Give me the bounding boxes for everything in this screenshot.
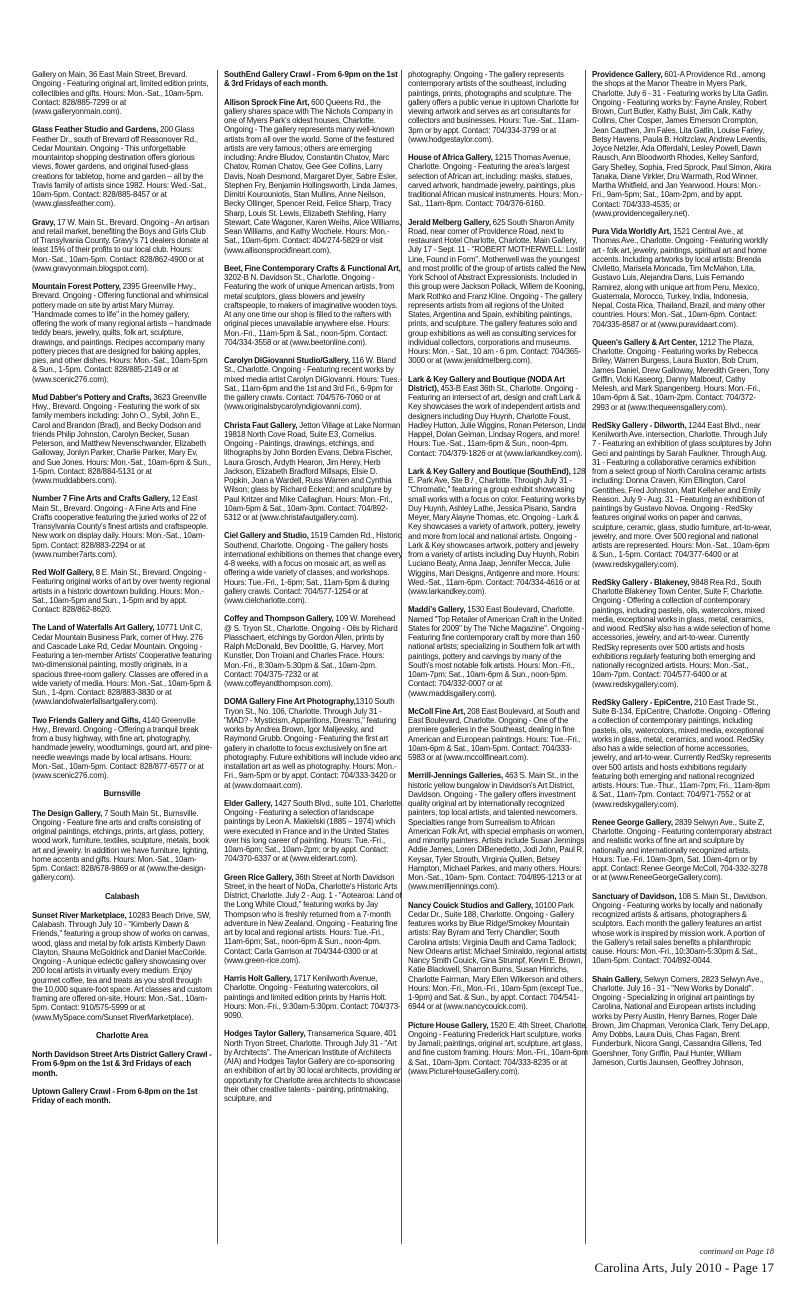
- gallery-listing: [592, 227, 772, 329]
- gallery-listing: [224, 531, 404, 605]
- gallery-description: 9848 Rea Rd., South Charlotte Blakeney Town Center, Suite F, Charlotte. Ongoing - Offering a collection of contemporary paintings, including pastels, oils, watercolors, mixed media, exceptional works in glass, metal, ceramics, and wood. RedSky also has a wide selection of home accessories, jewelry, and art-to-wear. Currently RedSky represents over 500 artists and hosts exhibitions regularly featuring both emerging and nationally recognized artists. Hours: Mon.-Sat., 10am-7pm. Contact: 704/577-6400 or at (www.redskygallery.com).: [592, 577, 771, 689]
- gallery-description: Jetton Village at Lake Norman, 19818 North Cove Road, Suite E3, Cornelius. Ongoing - Paintings, drawings, etchings, and lithographs by John Borden Evans, Debra Fischer, Laura Grosch, Ardyth Hearon, Jim Henry, Herb Jackson, Elizabeth Bradford Millsaps, Elsie D. Popkin, Joan a Wardell, Russ Warren and Cynthia Wilson; glass by Richard Eckerd; and sculpture by Paul Kritzer and Mike Callaghan. Hours: Mon.-Fri., 10am-5pm & Sat., 10am-3pm. Contact: 704/892-5312 or at (www.christafautgallery.com).: [224, 420, 403, 522]
- column-1: [32, 70, 212, 1244]
- gallery-name: Christa Faut Gallery,: [224, 420, 298, 430]
- gallery-listing: [408, 605, 588, 698]
- gallery-name: Green Rice Gallery,: [224, 872, 294, 882]
- gallery-name: Harris Holt Gallery,: [224, 974, 292, 983]
- gallery-description: 1521 Central Ave., at Thomas Ave., Charlotte. Ongoing - Featuring worldly art - folk art, jewelry, paintings, spiritual art and home accents. Including artworks by local artists: Brenda Civiletto, Marisela Moncada, Tim McMahon, Lita, Gustavo Luis, Alejandra Dans, Luis Fernando Ramirez, along with unique art from Peru, Mexico, Guatemala, Morocco, Turkey, India, Indonesia, Nepal, Costa Rica, Thailand, Brazil, and many other countries. Hours: Mon.-Sat., 10am-6pm. Contact: 704/335-8587 or at (www.puravidaart.com).: [592, 227, 768, 329]
- gallery-name: Mountain Forest Pottery,: [32, 282, 121, 291]
- gallery-name: Glass Feather Studio and Gardens,: [32, 125, 159, 135]
- gallery-description: 12 East Main St., Brevard. Ongoing - A Fine Arts and Fine Crafts cooperative featuring the juried works of 22 of Transylvania County's finest artists and craftspeople. New work on display daily. Hours: Mon.-Sat., 10am-5pm. Contact: 828/883-2294 or at (www.number7arts.com).: [32, 494, 209, 559]
- section-heading: Calabash: [104, 891, 140, 901]
- gallery-listing: [224, 98, 404, 255]
- gallery-name: Picture House Gallery,: [408, 1020, 489, 1030]
- column-rule: [401, 70, 402, 1244]
- column-rule: [217, 70, 218, 1244]
- gallery-name: Jerald Melberg Gallery,: [408, 217, 491, 227]
- gallery-listing: [224, 264, 404, 347]
- gallery-description: 8 E. Main St., Brevard. Ongoing - Featuring original works of art by over twenty regional artists in a historic downtown building. Hours: Mon.-Sat., 10am-5pm and Sun., 1-5pm and by appt. Contact: 828/862-8620.: [32, 568, 211, 614]
- gallery-listing: [32, 911, 212, 1022]
- gallery-name: Shain Gallery,: [592, 974, 643, 984]
- gallery-description: 2839 Selwyn Ave., Suite Z, Charlotte. Ongoing - Featuring contemporary abstract and realistic works of fine art and sculpture by nationally and internationally recognized artists. Hours: Tue.-Fri. 10am-3pm, Sat. 10am-4pm or by appt. Contact: Renee George McColl, 704-332-3278 or at (www.ReneeGeorgeGallery.com).: [592, 817, 772, 883]
- section-heading: Charlotte Area: [95, 1030, 149, 1040]
- gallery-listing: [32, 393, 212, 486]
- gallery-name: Maddi's Gallery,: [408, 605, 466, 615]
- gallery-name: Lark & Key Gallery and Boutique (SouthEnd),: [408, 466, 571, 476]
- gallery-name: Hodges Taylor Gallery,: [224, 1029, 306, 1039]
- gallery-description: Gallery on Main, 36 East Main Street, Brevard. Ongoing - Featuring original art, limited edition prints, collectibles and gifts. Hours: Mon.-Sat., 10am-5pm. Contact: 828/885-7299 or at (www.galleryonmain.com).: [32, 70, 209, 116]
- page-footer: Carolina Arts, July 2010 - Page 17: [594, 1260, 774, 1275]
- gallery-listing: [224, 873, 404, 966]
- gallery-name: Ciel Gallery and Studio,: [224, 531, 309, 541]
- gallery-crawl-notice: Uptown Gallery Crawl - From 6-8pm on the 1st Friday of each month.: [32, 1086, 198, 1105]
- gallery-description: 1310 South Tryon St., No. 106, Charlotte. Through July 31 - "MAD? - Mysticism, Apparitions, Dreams," featuring works by Andrea Brown, Igor Malijevsky, and Raymond Grubb. Ongoing - Featuring the first art gallery in charlotte to focus exclusively on fine art photography. Future exhibitions will include video and installation art as well as photography. Hours: Mon.-Fri., 9am-5pm or by appt. Contact: 704/333-3420 or at (www.domaart.com).: [224, 697, 403, 790]
- gallery-name: Elder Gallery,: [224, 798, 273, 808]
- gallery-description: 4140 Greenville Hwy., Brevard. Ongoing - Offering a tranquil break from a busy highway, with fine art, photography, handmade jewelry, woodturnings, gourd art, and pine-needle weavings made by local artisans. Hours: Mon.-Sat., 10am-5pm. Contact: 828/877-6577 or at (www.scenic276.com).: [32, 715, 212, 780]
- gallery-name: Number 7 Fine Arts and Crafts Gallery,: [32, 494, 170, 504]
- gallery-name: House of Africa Gallery,: [408, 153, 493, 162]
- gallery-description: 2395 Greenville Hwy., Brevard. Ongoing - Offering functional and whimsical pottery made on site by artist Mary Murray. "Handmade comes to life" in the homey gallery, offering the work of many regional artists – handmade teddy bears, jewelry, quilts, folk art, sculpture, drawings, and paintings. Recipes accompany many pottery pieces that are designed for baking apples, pies, and other dishes. Hours: Mon.-Sat., 10am-5pm & Sun., 1-5pm. Contact: 828/885-2149 or at (www.scenic276.com).: [32, 282, 212, 384]
- gallery-description: 453-B East 36th St., Charlotte. Ongoing - Featuring an intersect of art, design and craft Lark & Key showcases the work of independent artists and designers including Duy Huynh, Charlotte Foust, Hadley Hutton, Julie Wiggins, Ronan Peterson, Linda Happel, Dolan Geiman, Lindsay Rogers, and more! Hours: Tue.-Sat., 11am-6pm & Sun., noon-4pm. Contact: 704/379-1826 or at (www.larkandkey.com).: [408, 383, 587, 458]
- gallery-listing: [32, 568, 212, 614]
- gallery-description: 601-A Providence Rd., among the shops at the Manor Theatre in Myers Park, Charlotte. July 6 - 31 - Featuring works by Lita Gatlin. Ongoing - Featuring works by: Fayne Ansley, Robert Brown, Curt Butler, Kathy Buist, Jim Calk, Kathy Collins, Cher Cosper, James Emerson Crompton, Jean Cauthen, Jim Fales, Lita Gatlin, Louise Farley, Betsy Havens, Paula B. Holtzclaw, Andrew Leventis, Joyce Netzler, Ada Offerdahl, Lesley Powell, Dawn Rausch, Ann Bloodworth Rhodes, Kelley Sanford, Gary Shelley, Sophia, Fred Sprock, Paul Simon, Akira Tanaka, Diane Virkler, Dru Warmath, Rod Winner, Martha Whitfield, and Jan Yearwood. Hours: Mon.-Fri., 9am-5pm; Sat., 10am-2pm, and by appt. Contact: 704/333-4535; or (www.providencegallery.net).: [592, 70, 772, 218]
- gallery-listing: [32, 494, 212, 559]
- gallery-listing: [32, 623, 212, 706]
- gallery-description: 17 W. Main St., Brevard. Ongoing - An artisan and retail market, benefiting the Boys and Girls Club of Transylvania County. Gravy's 71 dealers donate at least 15% of their profits to our local club. Hours: Mon.-Sat., 10am-5pm. Contact: 828/862-4900 or at (www.gravyonmain.blogspot.com).: [32, 217, 209, 273]
- gallery-name: Sunset River Marketplace,: [32, 910, 127, 920]
- gallery-name: Carolyn DiGiovanni Studio/Gallery,: [224, 356, 350, 365]
- gallery-name: The Design Gallery,: [32, 808, 103, 818]
- gallery-name: McColl Fine Art,: [408, 706, 466, 716]
- gallery-listing: [32, 716, 212, 781]
- gallery-description: 128 E. Park Ave, Ste B / , Charlotte. Through July 31 - "Chromatic," featuring a group exhibit showcasing small works with a focus on color. Featuring works by Duy Huynh, Ashley Lathe, Jessica Pisano, Sandra Meyer, Mary Alayne Thomas, etc. Ongoing - Lark & Key showcases a variety of artwork, pottery, jewelry and more from local and national artists. Ongoing - Lark & Key showcases artwork, pottery and jewelry from a variety of artists including Duy Huynh, Robin Luciano Beaty, Anna Jaap, Jennifer Mecca, Julie Wiggins, Mari Designs, Antigenre and more. Hours: Wed.-Sat., 11am-6pm. Contact: 704/334-4616 or at (www.larkandkey.com).: [408, 466, 586, 596]
- gallery-listing: [224, 697, 404, 790]
- gallery-name: Mud Dabber's Pottery and Crafts,: [32, 392, 152, 402]
- gallery-listing: [408, 771, 588, 891]
- gallery-description: 210 East Trade St., Suite B-134, EpiCentre, Charlotte. Ongoing - Offering a collection of contemporary paintings, including pastels, oils, watercolors, mixed media, exceptional works in glass, metal, ceramics, and wood. RedSky also has a wide selection of home accessories, jewelry, and art-to-wear. Currently RedSky represents over 500 artists and hosts exhibitions regularly featuring both emerging and national recognized artists. Hours: Tue.-Thur., 11am-7pm; Fri., 11am-8pm & Sat., 11am-7pm. Contact: 704/971-7552 or at (www.redskygallery.com).: [592, 697, 772, 809]
- gallery-description: 625 South Sharon Amity Road, near corner of Providence Road, next to restaurant Hotel Charlotte, Charlotte. Main Gallery, July 17 - Sept. 11 - "ROBERT MOTHERWELL: Lostin Line, Found in Form". Motherwell was the youngest and most prolific of the group of artists called the New York School of Abstract Expressionists. Included in this group were Jackson Pollack, Willem de Kooning, Mark Rothko and Franz Kline. Ongoing - The gallery represents artists from all regions of the United States, Argentina and Spain, exhibiting paintings, prints, and sculpture. The gallery features solo and group exhibitions as well as consulting services for individual collectors, corporations and museums. Hours: Mon. - Sat., 10 am - 6 pm. Contact: 704/365-3000 or at (www.jeraldmelberg.com).: [408, 217, 587, 366]
- gallery-name: Renee George Gallery,: [592, 817, 673, 827]
- gallery-name: Nancy Couick Studios and Gallery,: [408, 900, 533, 910]
- gallery-name: Providence Gallery,: [592, 70, 663, 79]
- gallery-listing: [408, 153, 588, 209]
- gallery-name: RedSky Gallery - Dilworth,: [592, 420, 687, 430]
- gallery-description: Transamerica Square, 401 North Tryon Street, Charlotte. Through July 31 - "Art by Architects". The American Institute of Architects (AIA) and Hodges Taylor Gallery are co-sponsoring an exhibition of art by 30 local architects, providing an opportunity for Charlotte area architects to showcase their other creative talents - painting, printmaking, sculpture, and: [224, 1029, 403, 1103]
- gallery-description: 116 W. Bland St., Charlotte. Ongoing - Featuring recent works by mixed media artist Carolyn DiGiovanni. Hours: Tues.-Sat., 11am-6pm and the 1st and 3rd Fri., 6-9pm for the gallery crawls. Contact: 704/576-7060 or at (www.originalsbycarolyndigiovanni.com).: [224, 356, 402, 412]
- gallery-listing: [408, 901, 588, 1012]
- gallery-listing: [224, 421, 404, 523]
- gallery-name: Allison Sprock Fine Art,: [224, 97, 310, 107]
- gallery-listing: [408, 467, 588, 597]
- gallery-description: 208 East Boulevard, at South and East Boulevard, Charlotte. Ongoing - One of the premiere galleries in the Southeast, dealing in fine American and European paintings. Hours: Tue.-Fri., 10am-6pm & Sat., 10am-5pm. Contact: 704/333-5983 or at (www.mccollfineart.com).: [408, 706, 581, 762]
- gallery-description: Selwyn Corners, 2823 Selwyn Ave., Charlotte. July 16 - 31 - "New Works by Donald". Ongoing - Specializing in original art paintings by Carolina, National and European artists including works by Perry Austin, Henry Barnes, Roger Dale Brown, Jim Chapman, Veronica Clark, Terry DeLapp, Amy Dobbs, Laura Duis, Chas Fagan, Brent Funderburk, Nicora Gangi, Cassandra Gillens, Ted Goershner, Tony Griffin, Paul Hunter, William Jameson, Curtis Jaunsen, Geoffrey Johnson,: [592, 974, 770, 1067]
- gallery-description: 109 W. Morehead @ S. Tryon St., Charlotte. Ongoing - Oils by Richard Plasschaert, etchings by Gordon Allen, prints by Ralph McDonald, Bev Doolittle, G. Harvey, Mort Kunstler, Don Troiani and Charles Frace. Hours: Mon.-Fri., 8:30am-5:30pm & Sat., 10am-2pm. Contact: 704/375-7232 or at (www.coffeyandthompson.com).: [224, 614, 398, 688]
- gallery-name: RedSky Gallery - Blakeney,: [592, 577, 690, 587]
- gallery-description: 36th Street at North Davidson Street, in the heart of NoDa, Charlotte's Historic Arts District, Charlotte. July 2 - Aug. 1 - "Aotearoa: Land of the Long White Cloud," featuring works by Jay Thompson who is freshly returned from a 7-month adventure in New Zealand. Ongoing - Featuring fine art by local and regional artists. Hours: Tue.-Fri., 11am-6pm; Sat., noon-6pm & Sun., noon-4pm. Contact: Carla Garrison at 704/344-0300 or at (www.green-rice.com).: [224, 872, 402, 965]
- gallery-description: 3623 Greenville Hwy., Brevard. Ongoing - Featuring the work of six family members including: John O., Sybil, John E., Carol and Brandon (Brad), and Becky Dodson and friends Philip Johnston, Carolyn Becker, Susan Peterson, and Matthew Nevenschwander, Elizabeth Galloway, Jonlyn Parker, Charlie Parker, Mary Ev, and Sue Jones. Hours: Mon.-Sat., 10am-6pm & Sun., 1-5pm. Contact: 828/884-5131 or at (www.muddabbers.com).: [32, 392, 211, 485]
- gallery-listing: [224, 614, 404, 688]
- gallery-name: Two Friends Gallery and Gifts,: [32, 715, 141, 725]
- gallery-listing: [408, 70, 588, 144]
- gallery-description: 1717 Kenilworth Avenue, Charlotte. Ongoing - Featuring watercolors, oil paintings and limited edition prints by Harris Holt. Hours: Mon.-Fri., 9:30am-5:30pm. Contact: 704/373-9090.: [224, 974, 401, 1020]
- gallery-listing: [32, 282, 212, 384]
- gallery-listing: [592, 975, 772, 1068]
- gallery-name: Queen's Gallery & Art Center,: [592, 337, 698, 347]
- gallery-name: Sanctuary of Davidson,: [592, 891, 677, 901]
- column-4: [592, 70, 772, 1244]
- gallery-name: Coffey and Thompson Gallery,: [224, 614, 334, 624]
- gallery-description: 3202-B N. Davidson St., Charlotte. Ongoing - Featuring the work of unique American artists, from metal sculptors, glass blowers and jewelry craftspeople, to makers of imaginative wooden toys. At any one time our shop is filled to the rafters with original pieces unavailable anywhere else. Hours: Mon.-Fri., 11am-5pm & Sat., noon-5pm. Contact: 704/334-3558 or at (www.beetonline.com).: [224, 273, 398, 347]
- gallery-name: Red Wolf Gallery,: [32, 568, 94, 577]
- gallery-name: Gravy,: [32, 217, 56, 227]
- gallery-listing: [592, 338, 772, 412]
- gallery-description: 7 South Main St., Burnsville. Ongoing - Feature fine arts and crafts consisting of original paintings, etchings, prints, art glass, pottery, wood work, furniture, textiles, sculpture, metals, book art and jewelry. In addition we have furniture, lighting, home accents and gifts. Hours: Mon.-Sat., 10am-5pm. Contact: 828/678-9869 or at (www.the-design-gallery.com).: [32, 808, 210, 883]
- gallery-description: 10771 Unit C, Cedar Mountain Business Park, corner of Hwy. 276 and Cascade Lake Rd, Cedar Mountain. Ongoing - Featuring a ten-member Artists' Cooperative featuring two-dimensional painting, mostly originals, in a spacious three-room gallery. Classes are offered in a wide variety of media. Hours: Mon.-Sat., 10am-5pm & Sun., 1-4pm. Contact: 828/883-3830 or at (www.landofwaterfallsartgallery.com).: [32, 623, 212, 707]
- gallery-description: 10100 Park Cedar Dr., Suite 188, Charlotte. Ongoing - Gallery features works by Blue Ridge/Smokey Mountain artists: Ray Byram and Terry Chandler; South Carolina artists: Virginia Dauth and Cama Tadlock; New Orleans artist: Michael Smiraldo, regional artists: Nancy Smith Couick, Gina Strumpf, Kevin E. Brown, Katie Blackwell, Sharron Burns, Susan Hinrichs, Charlotte Fairman, Mary Ellen Wilkerson and others. Hours: Mon.-Fri., Mon.-Fri., 10am-5pm (except Tue., 1-9pm) and Sat. & Sun., by appt. Contact: 704/541-6944 or at (www.nancycouick.com).: [408, 900, 588, 1012]
- gallery-description: 463 S. Main St., in the historic yellow bungalow in Davidson's Art District, Davidson. Ongoing - The gallery offers investment quality original art by internationally recognized painters, top local artists, and talented newcomers. Specialties range from Surrealism to African American Folk Art, with special emphasis on women, and minority painters. Artists include Susan Jennings, Addie James, Loren DiBenedetto, Jodi John, Paul R. Keysar, Tyler Strouth, Virginia Quillen, Betsey Hampton, Michael Parkes, and many others. Hours: Mon.-Sat., 10am- 5pm. Contact: 704/895-1213 or at (www.merrilljennings.com).: [408, 771, 587, 892]
- gallery-name: Merrill-Jennings Galleries,: [408, 771, 504, 781]
- gallery-listing: [592, 818, 772, 883]
- gallery-listing: [224, 356, 404, 412]
- gallery-listing: [408, 707, 588, 763]
- gallery-listing: [592, 698, 772, 809]
- gallery-listing: [592, 892, 772, 966]
- gallery-description: 1520 E. 4th Street, Charlotte. Ongoing - Featuring Frederick Hart sculpture, works by Jamali; paintings, original art, sculpture, art glass, and fine custom framing. Hours: Mon.-Fri., 10am-6pm & Sat., 10am-3pm. Contact: 704/333-8235 or at (www.PictureHouseGallery.com).: [408, 1020, 588, 1076]
- column-3: [408, 70, 588, 1244]
- gallery-listing: [592, 70, 772, 218]
- gallery-description: 1244 East Blvd., near Kenilworth Ave. intersection, Charlotte. Through July 7 - Featuring an exhibition of glass sculptures by John Geci and paintings by Sarah Faulkner. Through Aug. 31 - Featuring a collaborative ceramics exhibition from a select group of North Carolina ceramic artists including: Donna Craven, Kim Ellington, Carol Gentithes, Fred Johnston, Matt Kelleher and Emily Reason. July 9 - Aug. 31 - Featuring an exhibition of paintings by Gustavo Novoa. Ongoing - RedSky features original works on paper and canvas, sculpture, ceramic, glass, studio furniture, art-to-wear, jewelry, and more. Over 500 regional and national artists are represented. Hours: Mon.-Sat., 10am-6pm & Sun., 1-5pm. Contact: 704/377-6400 or at (www.redskygallery.com).: [592, 420, 772, 569]
- gallery-description: 1427 South Blvd., suite 101, Charlotte. Ongoing - Featuring a selection of landscape paintings by Leon A. Makielski (1885 – 1974) which were executed in France and in the United States over his long career of painting. Hours: Tue.-Fri., 10am-6pm; Sat., 10am-2pm; or by appt. Contact: 704/370-6337 or at (www.elderart.com).: [224, 798, 404, 864]
- column-2: [224, 70, 404, 1244]
- gallery-description: 200 Glass Feather Dr., south of Brevard off Reasonover Rd., Cedar Mountain. Ongoing - This unforgettable mountaintop shopping destination offers glorious views, flower gardens, and original fused-glass creations for tabletop, home and garden – all by the Travis family of artists since 1982. Hours: Wed.-Sat., 10am-5pm. Contact: 828/885-8457 or at (www.glassfeather.com).: [32, 125, 207, 209]
- gallery-description: photography. Ongoing - The gallery represents contemporary artists of the southeast, including paintings, prints, photographs and sculpture. The gallery offers a public venue in uptown Charlotte for viewing artwork and serves as art consultants for collectors and businesses. Hours: Tue.-Sat., 11am-3pm or by appt. Contact: 704/334-3799 or at (www.hodgestaylor.com).: [408, 70, 579, 144]
- gallery-listing: [224, 1029, 404, 1103]
- gallery-listing: [32, 70, 212, 116]
- gallery-name: The Land of Waterfalls Art Gallery,: [32, 623, 155, 633]
- gallery-listing: [408, 218, 588, 366]
- gallery-crawl-notice: SouthEnd Gallery Crawl - From 6-9pm on the 1st & 3rd Fridays of each month.: [224, 70, 398, 89]
- gallery-listing: [32, 125, 212, 208]
- gallery-listing: [592, 578, 772, 689]
- gallery-listing: [408, 1021, 588, 1077]
- gallery-description: 1519 Camden Rd., Historic Southend, Charlotte. Ongoing - The gallery hosts international exhibitions on themes that change every 4-8 weeks, with a focus on mosaic art, as well as offering a wide variety of classes, and workshops. Hours: Tue.-Fri., 1-6pm; Sat., 11am-5pm & during gallery crawls. Contact: 704/577-1254 or at (www.cielcharlotte.com).: [224, 531, 403, 605]
- gallery-listing: [224, 974, 404, 1020]
- gallery-name: RedSky Gallery - EpiCentre,: [592, 697, 693, 707]
- gallery-listing: [592, 421, 772, 569]
- continued-note: continued on Page 18: [699, 1246, 774, 1256]
- gallery-name: Pura Vida Worldly Art,: [592, 227, 672, 236]
- gallery-description: 1530 East Boulevard, Charlotte. Named "Top Retailer of American Craft in the United States for 2009" by The 'Niche Magazine". Ongoing - Featuring fine contemporary craft by more than 160 national artists; specializing in Southern folk art with paintings, pottery and carvings by many of the South's most notable folk artists. Hours: Mon.-Fri., 10am-7pm; Sat., 10am-6pm & Sun., noon-5pm. Contact: 704/332-0007 or at (www.maddisgallery.com).: [408, 605, 585, 698]
- gallery-name: Lark & Key Gallery and Boutique (NODA Art District),: [408, 374, 565, 393]
- gallery-name: Beet, Fine Contemporary Crafts & Functional Art,: [224, 263, 401, 273]
- gallery-listing: [408, 375, 588, 458]
- gallery-description: 1215 Thomas Avenue, Charlotte. Ongoing - Featuring the area's largest selection of African art, including: masks, statues, carved artwork, handmade jewelry, paintings, plus traditional African musical instruments. Hours: Mon.-Sat., 11am-8pm. Contact: 704/376-6160.: [408, 153, 583, 209]
- section-heading: Burnsville: [103, 789, 141, 799]
- gallery-description: 600 Queens Rd., the gallery shares space with The Nichols Company in one of Myers Park's oldest houses, Charlotte. Ongoing - The gallery represents many well-known artists from all over the world. Some of the featured artists are very famous; others are emerging including: Andre Bludov, Constantin Chatov, Marc Chatov, Roman Chatov, Gee Gee Collins, Larry Davis, Noah Desmond, Margaret Dyer, Sabre Esler, Stephen Fry, Benjamin Hollingsworth, Linda James, Dimitri Kourouniotis, Stan Mullins, Anne Neilson, Becky Ollinger, Spencer Reid, Felice Sharp, Tracy Sharp, Louis St. Lewis, Elizabeth Stehling, Harry Stewart, Cate Wagoner, Karen Weihs, Alice Williams, Sean Williams, and Kathy Wochele. Hours: Mon.-Sat., 10am-6pm. Contact: 404/274-5829 or visit (www.allisonsprockfineart.com).: [224, 97, 402, 255]
- gallery-crawl-notice: North Davidson Street Arts District Gallery Crawl - From 6-9pm on the 1st & 3rd Fridays of each month.: [32, 1050, 212, 1078]
- gallery-listing: [224, 799, 404, 864]
- column-rule: [585, 70, 586, 1244]
- gallery-listing: [32, 809, 212, 883]
- gallery-description: 10283 Beach Drive, SW, Calabash. Through July 10 - "Kimberly Dawn & Friends," featuring a group show of works on canvas, wood, glass and metal by folk artists Kimberly Dawn Clayton, Shauna McGoldrick and Daniel MacCorkle. Ongoing - A unique eclectic gallery showcasing over 200 local artists in virtually every medium. Enjoy gourmet coffee, tea and treats as you stroll through the 10,000 square-foot space. Art classes and custom framing are offered on-site. Hours: Mon.-Sat., 10am-5pm. Contact: 910/575-5999 or at (www.MySpace.com/Sunset RiverMarketplace).: [32, 910, 212, 1022]
- gallery-description: 1212 The Plaza, Charlotte. Ongoing - Featuring works by Rebecca Briley, Warren Burgess, Laura Buxton, Bob Crum, James Daniel, Drew Galloway, Meredith Green, Tony Griffin, Vicki Kaseorg, Danny Malboeuf, Cathy Melesh, and Mark Spangenberg. Hours: Mon.-Fri., 10am-6pm & Sat., 10am-2pm. Contact: 704/372-2993 or at (www.thequeensgallery.com).: [592, 337, 770, 412]
- gallery-listing: [32, 218, 212, 274]
- gallery-name: DOMA Gallery Fine Art Photography,: [224, 697, 356, 707]
- gallery-description: 108 S. Main St., Davidson. Ongoing - Featuring works by locally and nationally recognized artists & artisans, photographers & sculptors. Each month the gallery features an artist whose work is inspired by mission work. A portion of the Gallery's retail sales benefits a philanthropic cause. Hours: Mon.-Fri., 10:30am-5:30pm & Sat., 10am-5pm. Contact: 704/892-0044.: [592, 891, 768, 966]
